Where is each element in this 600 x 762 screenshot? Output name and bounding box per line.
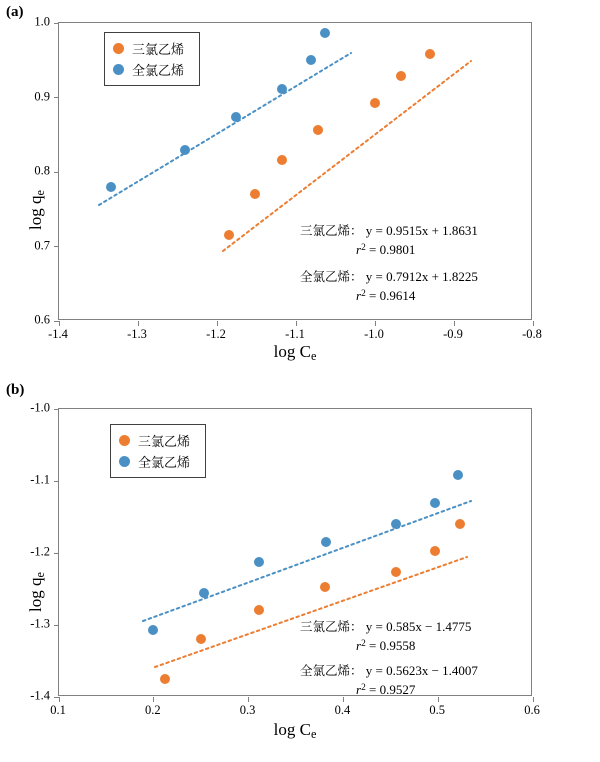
y-tick-label: -1.0 [30,400,50,415]
data-point [455,519,465,529]
x-tick-mark [533,321,534,326]
y-tick-mark [54,23,59,24]
x-tick-label: 0.1 [50,703,66,717]
y-tick-label: -1.2 [30,544,50,559]
x-tick-label: 0.3 [239,703,256,717]
legend-dot-tce [113,43,124,54]
panel-b-x-axis-title: $\log C_e$ [273,720,317,742]
x-tick-label: -1.2 [206,327,226,341]
y-tick-mark [54,481,59,482]
panel-b-legend [110,424,206,478]
x-tick-label: -1.3 [127,327,147,341]
legend-dot-tce-b [119,435,130,446]
panel-a [0,0,600,372]
data-point [425,49,435,59]
y-tick-label: 1.0 [34,14,50,29]
y-tick-label: 0.6 [34,312,50,327]
x-tick-mark [153,697,154,702]
data-point [250,189,260,199]
data-point [313,125,323,135]
panel-a-y-axis-title: $\log q_e$ [26,190,48,230]
data-point [453,470,463,480]
data-point [391,519,401,529]
x-tick-label: 0.4 [334,703,351,717]
y-tick-label: -1.4 [30,688,50,703]
x-tick-mark [454,321,455,326]
legend-label-pce: 全氯乙烯 [132,63,185,78]
data-point [430,498,440,508]
panel-b-label: (b) [6,382,25,398]
x-tick-mark [248,697,249,702]
panel-a-legend [104,32,200,86]
data-point [224,230,234,240]
x-tick-label: 0.5 [429,703,445,717]
data-point [148,625,158,635]
legend-label-tce-b: 三氯乙烯 [138,434,191,449]
x-tick-label: -1.4 [48,327,68,341]
panel-b-r2-1: $r^2 = 0.9558$ [356,637,416,653]
x-tick-label: -0.9 [443,327,463,341]
panel-b-eq1: 三氯乙烯： y = 0.585x − 1.4775 [300,619,472,634]
y-tick-label: 0.7 [34,238,50,252]
y-tick-mark [54,553,59,554]
x-tick-mark [59,321,60,326]
legend-item-tce [113,38,189,59]
data-point [321,537,331,547]
data-point [320,582,330,592]
panel-b-y-axis-title: $\log q_e$ [26,572,48,612]
x-tick-mark [375,321,376,326]
panel-a-x-axis-title: $\log C_e$ [273,342,317,364]
panel-a-annotations [300,222,478,305]
legend-item-pce [113,59,189,80]
y-tick-mark [54,246,59,247]
panel-a-r2-2: $r^2 = 0.9614$ [356,287,416,303]
legend-label-pce-b: 全氯乙烯 [138,455,191,470]
data-point [277,84,287,94]
y-tick-label: 0.8 [34,163,50,178]
data-point [180,145,190,155]
x-tick-label: -1.1 [285,327,305,341]
data-point [160,674,170,684]
y-tick-label: 0.9 [34,89,50,103]
y-tick-mark [54,625,59,626]
panel-a-eq1: 三氯乙烯： y = 0.9515x + 1.8631 [300,223,478,238]
data-point [430,546,440,556]
x-tick-mark [138,321,139,326]
y-tick-label: -1.3 [30,616,50,631]
panel-a-r2-1: $r^2 = 0.9801$ [356,241,416,257]
y-tick-mark [54,97,59,98]
y-tick-label: -1.1 [30,472,50,487]
x-tick-label: -1.0 [364,327,384,341]
panel-b-annotations [300,618,478,699]
legend-dot-pce [113,64,124,75]
data-point [320,28,330,38]
y-tick-mark [54,409,59,410]
data-point [277,155,287,165]
legend-dot-pce-b [119,456,130,467]
panel-b-eq2: 全氯乙烯： y = 0.5623x − 1.4007 [300,662,478,678]
data-point [254,557,264,567]
data-point [106,182,116,192]
legend-item-pce-b [119,451,195,472]
data-point [396,71,406,81]
data-point [231,112,241,122]
data-point [370,98,380,108]
panel-a-label: (a) [6,4,24,20]
y-tick-mark [54,172,59,173]
legend-label-tce: 三氯乙烯 [132,42,185,57]
data-point [199,588,209,598]
x-tick-mark [296,321,297,326]
x-tick-mark [533,697,534,702]
x-tick-label: -0.8 [522,327,542,341]
data-point [196,634,206,644]
data-point [254,605,264,615]
panel-a-eq2: 全氯乙烯： y = 0.7912x + 1.8225 [300,268,478,284]
x-tick-label: 0.6 [524,703,540,717]
data-point [306,55,316,65]
panel-b [0,380,600,762]
panel-b-r2-2: $r^2 = 0.9527$ [356,681,416,697]
x-tick-mark [59,697,60,702]
data-point [391,567,401,577]
y-tick-mark [54,321,59,322]
y-tick-mark [54,697,59,698]
x-tick-label: 0.2 [144,703,161,717]
x-tick-mark [217,321,218,326]
legend-item-tce-b [119,430,195,451]
